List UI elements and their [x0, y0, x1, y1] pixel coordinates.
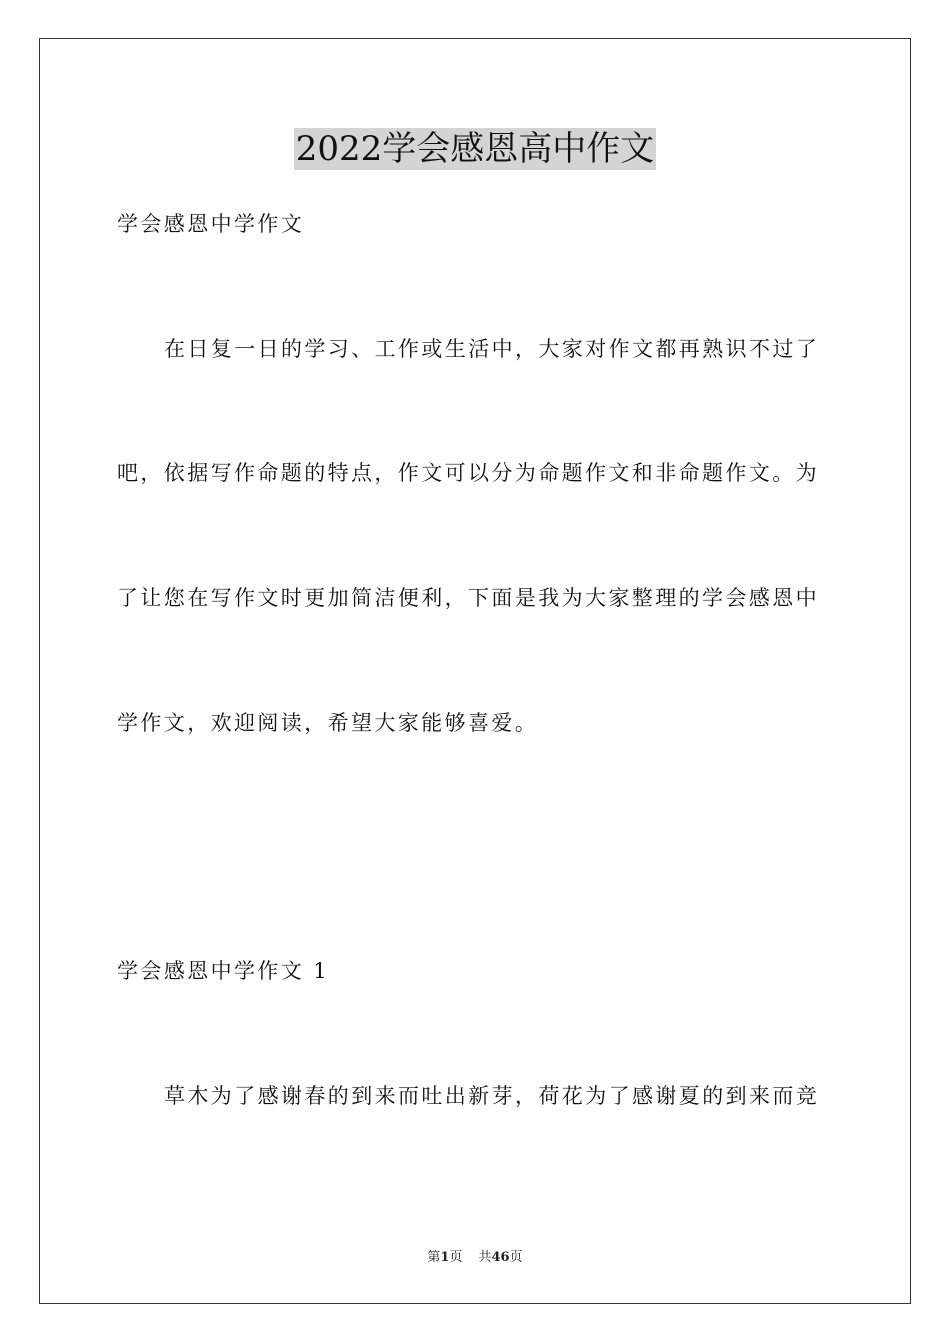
- document-subtitle: 学会感恩中学作文: [117, 212, 305, 236]
- intro-line-1: 在日复一日的学习、工作或生活中，大家对作文都再熟识不过了: [164, 337, 820, 361]
- intro-line-3: 了让您在写作文时更加简洁便利，下面是我为大家整理的学会感恩中: [117, 586, 819, 610]
- footer-total-prefix: 共: [478, 1250, 492, 1265]
- document-title: 2022学会感恩高中作文: [295, 129, 655, 169]
- page-footer: [0, 1246, 950, 1265]
- document-title-container: [0, 128, 950, 177]
- footer-page-prefix: 第: [427, 1250, 441, 1265]
- intro-line-2: 吧，依据写作命题的特点，作文可以分为命题作文和非命题作文。为: [117, 461, 819, 485]
- footer-page-number: 1: [440, 1250, 450, 1265]
- section-heading: 学会感恩中学作文 1: [117, 959, 330, 983]
- footer-total-suffix: 页: [509, 1250, 523, 1265]
- intro-line-4: 学作文，欢迎阅读，希望大家能够喜爱。: [117, 711, 539, 735]
- footer-total-pages: 46: [491, 1250, 510, 1265]
- footer-page-suffix: 页: [449, 1250, 463, 1265]
- section-line-1: 草木为了感谢春的到来而吐出新芽，荷花为了感谢夏的到来而竞: [164, 1084, 820, 1108]
